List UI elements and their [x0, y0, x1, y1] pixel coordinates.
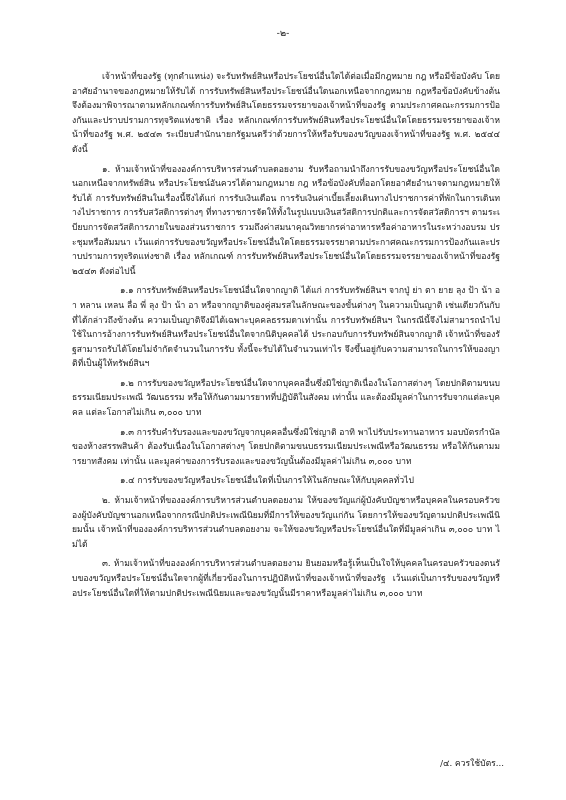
section-1-2-paragraph: ๑.๒ การรับของขวัญหรือประโยชน์อื่นใดจากบุคคลอื่นซึ่งมิใช่ญาติเนื่องในโอกาสต่างๆ โดยปกติตามขนบธรรมเนียมประเพณี วัฒนธรรม หรือให้กันตามมารยาทที่ปฏิบัติในสังคม เท่านั้น และต้องมีมูลค่าในการรับจากแต่ละบุคคล แต่ละโอกาสไม่เกิน ๓,๐๐๐ บาท — [72, 378, 500, 419]
document-body — [72, 70, 500, 606]
section-1-4-paragraph: ๑.๔ การรับของขวัญหรือประโยชน์อื่นใดที่เป็นการให้ในลักษณะให้กับบุคคลทั่วไป — [120, 476, 414, 487]
continuation-note: /๔. ควรใช้บัตร... — [440, 759, 504, 769]
section-1-paragraph: ๑. ห้ามเจ้าหน้าที่ขององค์การบริหารส่วนตำบลดอยงาม รับหรือถามนำถึงการรับของขวัญหรือประโยชน์อื่นใดนอกเหนือจากทรัพย์สิน หรือประโยชน์อันควรได้ตามกฎหมาย กฎ หรือข้อบังคับที่ออกโดยอาศัยอำนาจตามกฎหมายให้รับได้ การรับทรัพย์สินในเรื่องนี้จึงได้แก่ การรับเงินเดือน การรับเงินค่าเบี้ยเลี้ยงเดินทางไปราชการค่าที่พักในการเดินทางไปราชการ การรับสวัสดิการต่างๆ ที่ทางราชการจัดให้ทั้งในรูปแบบเงินสวัสดิการปกติและการจัดสวัสดิการฯ ตามระเบียบการจัดสวัสดิการภายในของส่วนราชการ รวมถึงค่าสมนาคุณวิทยากรค่าอาหารหรือค่าอาหารในระหว่างอบรม ประชุมหรือสัมมนา เว้นแต่การรับของขวัญหรือประโยชน์อื่นใดโดยธรรมจรรยาตามประกาศคณะกรรมการป้องกันและปราบปรามการทุจริตแห่งชาติ เรื่อง หลักเกณฑ์ การรับทรัพย์สินหรือประโยชน์อื่นใดโดยธรรมจรรยาของเจ้าหน้าที่ของรัฐ ๒๕๔๓ ดังต่อไปนี้ — [72, 164, 500, 277]
section-2-paragraph: ๒. ห้ามเจ้าหน้าที่ขององค์การบริหารส่วนตำบลดอยงาม ให้ของขวัญแก่ผู้บังคับบัญชาหรือบุคคลในครอบครัวของผู้บังคับบัญชานอกเหนือจากกรณีปกติประเพณีนิยมที่มีการให้ของขวัญแก่กัน โดยการให้ของขวัญตามปกติประเพณีนิยมนั้น เจ้าหน้าที่ขององค์การบริหารส่วนตำบลดอยงาม จะให้ของขวัญหรือประโยชน์อื่นใดที่มีมูลค่าเกิน ๓,๐๐๐ บาท ไม่ได้ — [72, 496, 500, 550]
section-1-3-paragraph: ๑.๓ การรับคำรับรองและของขวัญจากบุคคลอื่นซึ่งมิใช่ญาติ อาทิ พาไปรับประทานอาหาร มอบบัตรกำนัลของห้างสรรพสินค้า ต้องรับเนื่องในโอกาสต่างๆ โดยปกติตามขนบธรรมเนียมประเพณีหรือวัฒนธรรม หรือให้กันตามมารยาทสังคม เท่านั้น และมูลค่าของการรับรองและของขวัญนั้นต้องมีมูลค่าไม่เกิน ๓,๐๐๐ บาท — [72, 427, 501, 467]
section-1-1-paragraph: ๑.๑ การรับทรัพย์สินหรือประโยชน์อื่นใดจากญาติ ได้แก่ การรับทรัพย์สินฯ จากปู่ ย่า ตา ยาย ลุง ป้า น้า อา หลาน เหลน ลื่อ พี่ ลุง ป้า น้า อา หรือจากญาติของคู่สมรสในลักษณะของขั้นต่างๆ ในความเป็นญาติ เช่นเดียวกันกับที่ได้กล่าวถึงข้างต้น ความเป็นญาติจึงมิได้เฉพาะบุคคลธรรมดาเท่านั้น การรับทรัพย์สินฯ ในกรณีนี้จึงไม่สามารถนำไปใช้ในการอ้างการรับทรัพย์สินหรือประโยชน์อื่นใดจากนิติบุคคลได้ ประกอบกับการรับทรัพย์สินจากญาติ เจ้าหน้าที่ของรัฐสามารถรับได้โดยไม่จำกัดจำนวนในการรับ ทั้งนี้จะรับได้ในจำนวนเท่าไร จึงขึ้นอยู่กับความสามารถในการให้ของญาติที่เป็นผู้ให้ทรัพย์สินฯ — [72, 286, 500, 370]
page-number: -๒- — [276, 28, 290, 39]
section-3-paragraph: ๓. ห้ามเจ้าหน้าที่ขององค์การบริหารส่วนตำบลดอยงาม ยินยอมหรือรู้เห็นเป็นใจให้บุคคลในครอบครัวของตนรับของขวัญหรือประโยชน์อื่นใดจากผู้ที่เกี่ยวข้องในการปฏิบัติหน้าที่ของเจ้าหน้าที่ของรัฐ เว้นแต่เป็นการรับของขวัญหรือประโยชน์อื่นใดที่ให้ตามปกติประเพณีนิยมและของขวัญนั้นมีราคาหรือมูลค่าไม่เกิน ๓,๐๐๐ บาท — [72, 559, 500, 599]
intro-paragraph: เจ้าหน้าที่ของรัฐ (ทุกตำแหน่ง) จะรับทรัพย์สินหรือประโยชน์อื่นใดได้ต่อเมื่อมีกฎหมาย กฎ หรือมีข้อบังคับ โดยอาศัยอำนาจของกฎหมายให้รับได้ การรับทรัพย์สินหรือประโยชน์อื่นใดนอกเหนือจากกฎหมาย กฎหรือข้อบังคับข้างต้น จึงต้องมาพิจารณาตามหลักเกณฑ์การรับทรัพย์สินโดยธรรมจรรยาของเจ้าหน้าที่ของรัฐ ตามประกาศคณะกรรมการป้องกันและปราบปรามการทุจริตแห่งชาติ เรื่อง หลักเกณฑ์การรับทรัพย์สินหรือประโยชน์อื่นใดโดยธรรมจรรยาของเจ้าหน้าที่ของรัฐ พ.ศ. ๒๕๔๓ ระเบียบสำนักนายกรัฐมนตรีว่าด้วยการให้หรือรับของขวัญของเจ้าหน้าที่ของรัฐ พ.ศ. ๒๕๔๔ ดังนี้ — [72, 72, 500, 155]
